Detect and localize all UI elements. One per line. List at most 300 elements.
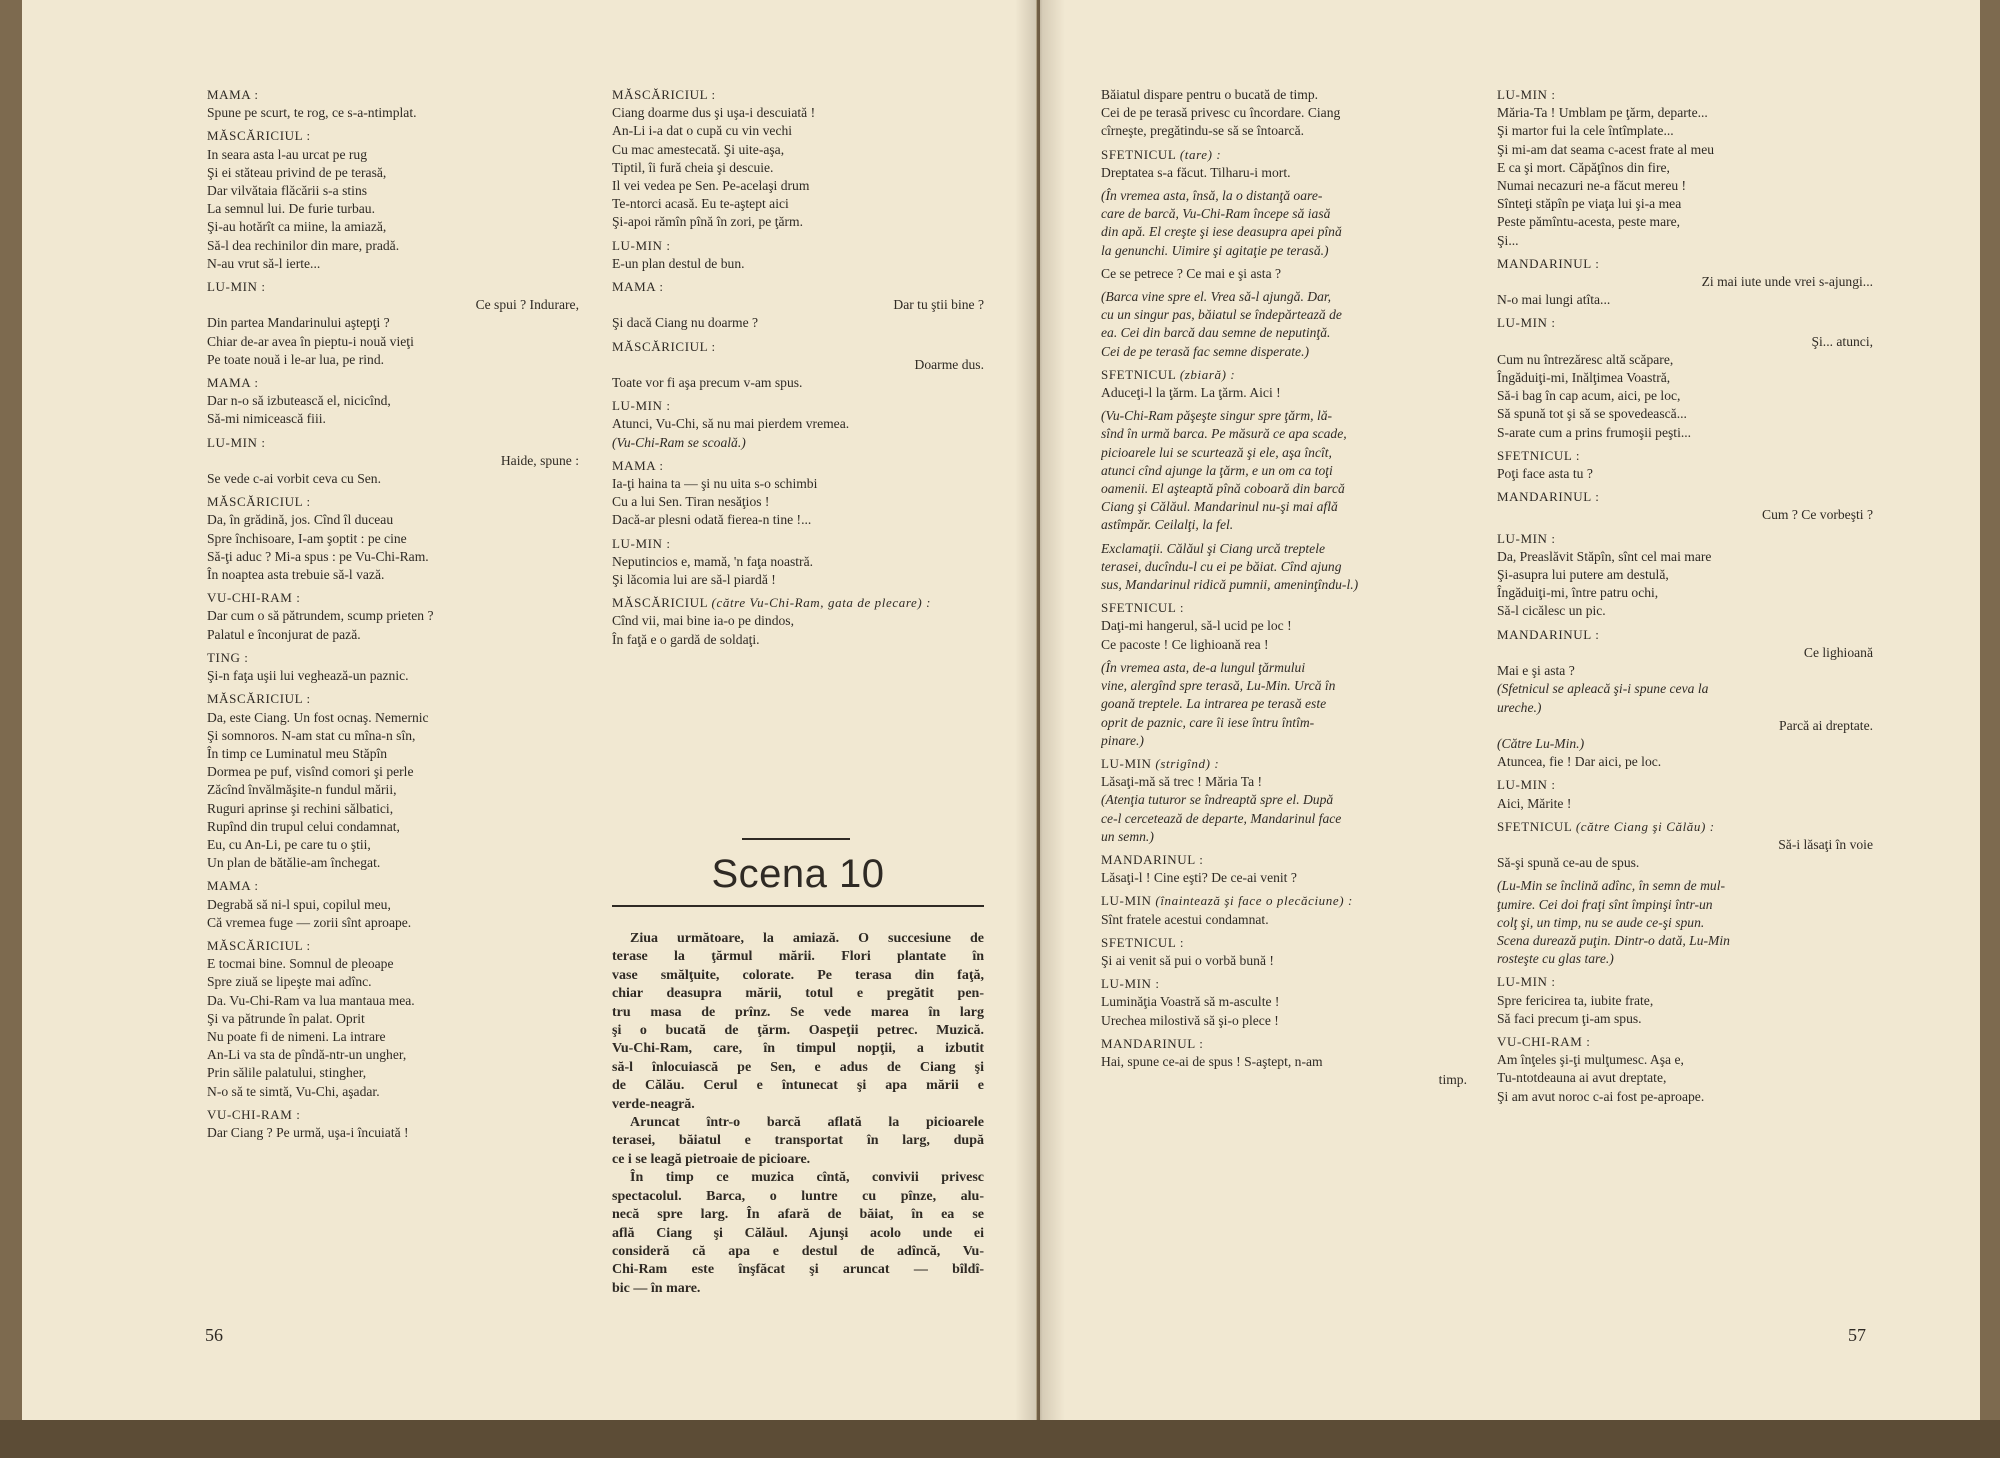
speaker-name: [1497, 626, 1873, 644]
verse-line: Dar vilvătaia flăcării s-a stins: [207, 183, 368, 199]
stage-direction-line: la genunchi. Uimire şi agitaţie pe terasă.): [1101, 242, 1329, 258]
verse-line: Să-ţi aduc ? Mi-a spus : pe Vu-Chi-Ram.: [207, 548, 429, 564]
verse-line: Spre ziuă se lipeşte mai adînc.: [207, 974, 372, 990]
verse-line: Şi somnoros. N-am stat cu mîna-n sîn,: [207, 727, 416, 743]
dialogue-block: [1101, 265, 1467, 283]
verse-line: La semnul lui. De furie turbau.: [207, 201, 375, 217]
dialogue-block: [612, 86, 984, 232]
verse-line: Atuncea, fie ! Dar aici, pe loc.: [1497, 754, 1662, 770]
stage-text-line: Cei de pe terasă privesc cu încordare. Ciang: [1101, 105, 1341, 121]
dialogue-block: [1101, 975, 1467, 1030]
right-column-1: [1101, 86, 1467, 1094]
page-number-left: 56: [205, 1325, 223, 1345]
speaker-name: [1497, 314, 1873, 332]
speaker-label: MANDARINUL :: [1101, 851, 1204, 867]
verse-line: Să-l cicălesc un pic.: [1497, 603, 1606, 619]
verse-line: Şi-n faţa uşii lui veghează-un paznic.: [207, 668, 409, 684]
verse-line: Cu mac amestecată. Şi uite-aşa,: [612, 141, 785, 157]
speaker-name: [207, 434, 579, 452]
verse-line: Eu, cu An-Li, pe care tu o ştii,: [207, 836, 371, 852]
verse-line: Cu a lui Sen. Tiran nesăţios !: [612, 494, 770, 510]
verse-line: Lăsaţi-mă să trec ! Măria Ta !: [1101, 774, 1263, 790]
speaker-name: [207, 374, 579, 392]
dialogue-block: [612, 594, 984, 649]
scene-rule-bottom: [612, 905, 984, 907]
speaker-name: [1497, 818, 1873, 836]
stage-direction-line: (Vu-Chi-Ram păşeşte singur spre ţărm, lă-: [1101, 408, 1333, 424]
speaker-name: [207, 127, 579, 145]
scene-description-line: să-l înlocuiască pe Sen, e adus de Ciang şi: [612, 1059, 984, 1075]
speaker-label: SFETNICUL :: [1101, 600, 1185, 616]
speaker-label: LU-MIN :: [612, 535, 671, 551]
verse-line: Dormea pe puf, visînd comori şi perle: [207, 764, 414, 780]
speaker-label: LU-MIN: [1101, 893, 1152, 909]
verse-line: Da, este Ciang. Un fost ocnaş. Nemernic: [207, 709, 429, 725]
scene-description-line: ce i se leagă pietroaie de picioare.: [612, 1151, 811, 1167]
speaker-label: MĂSCĂRICIUL :: [207, 494, 311, 510]
dialogue-block: [207, 86, 579, 122]
stage-direction-line: (Atenţia tuturor se îndreaptă spre el. După: [1101, 792, 1334, 808]
dialogue-block: [1497, 776, 1873, 812]
book-edge: [0, 1420, 2000, 1458]
stage-direction-line: cu un singur pas, băiatul se îndepărtează de: [1101, 307, 1342, 323]
verse-line: Cum nu întrezăresc altă scăpare,: [1497, 351, 1674, 367]
verse-line: Degrabă să ni-l spui, copilul meu,: [207, 896, 391, 912]
speaker-name: [612, 535, 984, 553]
stage-direction-line: care de barcă, Vu-Chi-Ram începe să iasă: [1101, 206, 1331, 222]
speaker-label: MĂSCĂRICIUL :: [612, 338, 716, 354]
scene-rule-top: [742, 838, 850, 840]
speaker-name: [207, 649, 579, 667]
verse-line-continued: Haide, spune :: [500, 452, 579, 468]
stage-direction-line: pinare.): [1101, 732, 1144, 748]
verse-line: Am înţeles şi-ţi mulţumesc. Aşa e,: [1497, 1052, 1684, 1068]
verse-line: Şi va pătrunde în palat. Oprit: [207, 1010, 365, 1026]
stage-direction-line: (În vremea asta, de-a lungul ţărmului: [1101, 659, 1306, 675]
speaker-label: VU-CHI-RAM :: [207, 1106, 301, 1122]
dialogue-block: [1497, 973, 1873, 1028]
verse-line: Îngăduiţi-mi, între patru ochi,: [1497, 585, 1659, 601]
verse-line: E-un plan destul de bun.: [612, 255, 745, 271]
stage-direction-line: colţ şi, un timp, nu se aude ce-şi spun.: [1497, 914, 1705, 930]
verse-line: Spune pe scurt, te rog, ce s-a-ntimplat.: [207, 105, 417, 121]
speaker-label: MANDARINUL :: [1101, 1035, 1204, 1051]
speaker-label: MĂSCĂRICIUL :: [207, 128, 311, 144]
dialogue-block: [1101, 659, 1467, 750]
verse-line: Şi-au hotărît ca miine, la amiază,: [207, 219, 387, 235]
speaker-label: MANDARINUL :: [1497, 626, 1600, 642]
speaker-label: MAMA :: [207, 87, 259, 102]
verse-line: Sînt fratele acestui condamnat.: [1101, 911, 1269, 927]
verse-line: Daţi-mi hangerul, să-l ucid pe loc !: [1101, 618, 1292, 634]
speaker-stage-direction: (strigînd) :: [1155, 755, 1220, 771]
verse-line: Ia-ţi haina ta — şi nu uita s-o schimbi: [612, 476, 818, 492]
stage-text-line: cîrneşte, pregătindu-se să se întoarcă.: [1101, 123, 1305, 139]
speaker-label: MĂSCĂRICIUL :: [207, 691, 311, 707]
dialogue-block: [207, 1106, 579, 1142]
dialogue-block: [612, 237, 984, 273]
speaker-label: LU-MIN :: [1497, 315, 1556, 331]
speaker-name: [612, 86, 984, 104]
verse-line: Şi dacă Ciang nu doarme ?: [612, 315, 759, 331]
dialogue-block: [1101, 366, 1467, 402]
speaker-label: LU-MIN :: [207, 434, 266, 450]
speaker-name: [207, 278, 579, 296]
speaker-name: [612, 338, 984, 356]
verse-line: Dar n-o să izbutească el, nicicînd,: [207, 393, 391, 409]
verse-line: Şi-asupra lui putere am destulă,: [1497, 567, 1669, 583]
verse-line: Dacă-ar plesni odată fierea-n tine !...: [612, 512, 812, 528]
dialogue-block: [1497, 255, 1873, 310]
verse-line: Il vei vedea pe Sen. Pe-acelaşi drum: [612, 178, 810, 194]
dialogue-block: [1101, 934, 1467, 970]
scene-description-line: Chi-Ram este înşfăcat şi aruncat — bîldî-: [612, 1262, 984, 1278]
stage-direction-line: Scena durează puţin. Dintr-o dată, Lu-Min: [1497, 932, 1730, 948]
stage-direction-line: ureche.): [1497, 699, 1542, 715]
stage-direction-line: (Lu-Min se înclină adînc, în semn de mul-: [1497, 878, 1726, 894]
scene-description-line: de Călău. Cerul e întunecat şi apa mării e: [612, 1078, 984, 1094]
speaker-label: LU-MIN :: [207, 279, 266, 295]
scene-description-line: verde-neagră.: [612, 1096, 695, 1112]
speaker-label: MĂSCĂRICIUL :: [612, 87, 716, 102]
stage-direction-line: rosteşte cu glas tare.): [1497, 951, 1614, 967]
speaker-label: MĂSCĂRICIUL :: [207, 937, 311, 953]
verse-line: Zăcînd învălmăşite-n fundul mării,: [207, 782, 397, 798]
verse-line: Neputincios e, mamă, 'n faţa noastră.: [612, 553, 813, 569]
verse-line: Tu-ntotdeauna ai avut dreptate,: [1497, 1070, 1667, 1086]
speaker-name: [1497, 1033, 1873, 1051]
stage-direction-line: ce-l cercetează de departe, Mandarinul face: [1101, 810, 1342, 826]
scene-description: [612, 930, 984, 1298]
verse-line: Să spună tot şi să se spovedească...: [1497, 406, 1687, 422]
dialogue-block: [1101, 288, 1467, 361]
scene-description-line: necă spre larg. În afară de băiat, în ea se: [612, 1207, 984, 1223]
speaker-label: LU-MIN :: [612, 398, 671, 414]
verse-line-continued: timp.: [1438, 1072, 1467, 1088]
stage-direction-line: un semn.): [1101, 828, 1154, 844]
scene-description-line: terase la ţărmul mării. Flori plantate în: [612, 949, 984, 965]
dialogue-block: [207, 690, 579, 872]
verse-line-continued: Şi... atunci,: [1811, 333, 1873, 349]
dialogue-block: [612, 397, 984, 452]
dialogue-block: [612, 457, 984, 530]
speaker-name: [1497, 488, 1873, 506]
speaker-name: [207, 86, 579, 104]
verse-line: Ruguri aprinse şi rechini sălbatici,: [207, 800, 394, 816]
dialogue-block: [1497, 626, 1873, 772]
scene-description-line: chiar deasupra mării, totul e pregătit pen-: [612, 986, 984, 1002]
speaker-label: LU-MIN :: [612, 237, 671, 253]
speaker-name: [1101, 934, 1467, 952]
verse-line: Mai e şi asta ?: [1497, 663, 1575, 679]
speaker-name: [207, 877, 579, 895]
verse-line: Poţi face asta tu ?: [1497, 466, 1593, 482]
dialogue-block: [207, 937, 579, 1101]
verse-line: Să-i bag în cap acum, aici, pe loc,: [1497, 388, 1681, 404]
speaker-name: [1101, 1035, 1467, 1053]
dialogue-block: [207, 374, 579, 429]
stage-direction-line: terasei, ducîndu-l cu ei pe băiat. Cînd ajung: [1101, 558, 1342, 574]
verse-line: Prin sălile palatului, stingher,: [207, 1065, 367, 1081]
verse-line: Dar Ciang ? Pe urmă, uşa-i încuiată !: [207, 1124, 409, 1140]
speaker-label: MAMA :: [207, 375, 259, 391]
verse-line-continued: Zi mai iute unde vrei s-ajungi...: [1701, 274, 1873, 290]
stage-direction-line: atunci cînd ajunge la ţărm, e un om ca toţi: [1101, 462, 1333, 478]
verse-line: Spre fericirea ta, iubite frate,: [1497, 992, 1654, 1008]
dialogue-block: [1101, 599, 1467, 654]
scene-description-line: Ziua următoare, la amiază. O succesiune de: [630, 931, 984, 946]
verse-line-continued: Ce spui ? Indurare,: [475, 297, 579, 313]
dialogue-block: [207, 589, 579, 644]
book-gutter: [1015, 0, 1065, 1440]
verse-line: Ce se petrece ? Ce mai e şi asta ?: [1101, 265, 1282, 281]
speaker-name: [1101, 892, 1467, 910]
speaker-name: [207, 937, 579, 955]
stage-direction-line: (Barca vine spre el. Vrea să-l ajungă. Dar,: [1101, 289, 1332, 305]
scene-description-line: află Ciang şi Călăul. Ajunşi acolo unde ei: [612, 1225, 984, 1241]
speaker-name: [1101, 975, 1467, 993]
dialogue-block: [1497, 1033, 1873, 1106]
speaker-name: [1497, 973, 1873, 991]
scene-description-line: Vu-Chi-Ram, care, în timpul nopţii, a izbutit: [612, 1041, 984, 1057]
speaker-name: [612, 237, 984, 255]
stage-direction-line: vine, alergînd spre terasă, Lu-Min. Urcă în: [1101, 678, 1336, 694]
speaker-name: [1101, 755, 1467, 773]
verse-line: Chiar de-ar avea în pieptu-i nouă vieţi: [207, 333, 414, 349]
speaker-label: MANDARINUL :: [1497, 255, 1600, 271]
speaker-label: LU-MIN :: [1101, 976, 1160, 992]
verse-line: Un plan de bătălie-am închegat.: [207, 855, 381, 871]
dialogue-block: [207, 649, 579, 685]
verse-line: Da. Vu-Chi-Ram va lua mantaua mea.: [207, 992, 415, 1008]
dialogue-block: [1497, 488, 1873, 524]
scene-description-line: bic — în mare.: [612, 1280, 701, 1296]
dialogue-block: [207, 127, 579, 273]
verse-line: În timp ce Luminatul meu Stăpîn: [207, 745, 388, 761]
speaker-label: SFETNICUL: [1497, 818, 1572, 834]
verse-line: N-o să te simtă, Vu-Chi, aşadar.: [207, 1083, 380, 1099]
scene-description-line: vase smălţuite, colorate. Pe terasa din faţă,: [612, 967, 984, 983]
dialogue-block: [207, 434, 579, 489]
verse-line: Ce pacoste ! Ce lighioană rea !: [1101, 636, 1269, 652]
speaker-name: [1497, 776, 1873, 794]
speaker-stage-direction: (către Vu-Chi-Ram, gata de plecare) :: [711, 595, 932, 611]
speaker-name: [207, 589, 579, 607]
verse-line: N-o mai lungi atîta...: [1497, 292, 1611, 308]
speaker-label: MANDARINUL :: [1497, 489, 1600, 505]
verse-line-continued: Doarme dus.: [914, 356, 984, 372]
scene-description-line: consideră că apa e destul de adîncă, Vu-: [612, 1243, 984, 1259]
stage-direction-line: (Către Lu-Min.): [1497, 735, 1585, 751]
verse-line: Cînd vii, mai bine ia-o pe dindos,: [612, 613, 794, 629]
stage-direction-line: din apă. El creşte şi iese deasupra apei pînă: [1101, 224, 1342, 240]
dialogue-block: [1101, 187, 1467, 260]
verse-line: Ciang doarme dus şi uşa-i descuiată !: [612, 105, 816, 121]
verse-line: Palatul e înconjurat de pază.: [207, 626, 361, 642]
verse-line: Luminăţia Voastră să m-asculte !: [1101, 994, 1280, 1010]
verse-line: Că vremea fuge — zorii sînt aproape.: [207, 914, 412, 930]
verse-line: Sînteţi stăpîn pe viaţa lui şi-a mea: [1497, 196, 1682, 212]
speaker-label: VU-CHI-RAM :: [1497, 1033, 1591, 1049]
dialogue-block: [612, 278, 984, 333]
dialogue-block: [1101, 755, 1467, 846]
verse-line: Se vede c-ai vorbit ceva cu Sen.: [207, 471, 382, 487]
speaker-name: [207, 1106, 579, 1124]
scene-title: Scena 10: [711, 852, 885, 896]
verse-line: Peste pămîntu-acesta, peste mare,: [1497, 214, 1681, 230]
verse-line: În noaptea asta trebuie să-l vază.: [207, 567, 385, 583]
verse-line: Îngăduiţi-mi, Inălţimea Voastră,: [1497, 370, 1671, 386]
dialogue-block: [1497, 877, 1873, 968]
stage-direction-line: sînd în urmă barca. Pe măsură ce apa scade,: [1101, 426, 1347, 442]
page-number-right: 57: [1848, 1325, 1866, 1345]
stage-direction-line: Ciang şi Călăul. Mandarinul nu-şi mai află: [1101, 499, 1338, 515]
verse-line: Nu poate fi de nimeni. La intrare: [207, 1028, 386, 1044]
verse-line-continued: Parcă ai dreptate.: [1779, 717, 1873, 733]
dialogue-block: [207, 877, 579, 932]
verse-line: Aici, Mărite !: [1497, 795, 1572, 811]
verse-line: Să faci precum ţi-am spus.: [1497, 1010, 1642, 1026]
verse-line: Şi-apoi rămîn pînă în zori, pe ţărm.: [612, 214, 804, 230]
stage-direction-line: picioarele lui se scurtează şi ele, aşa încît,: [1101, 444, 1332, 460]
verse-line: Şi martor fui la cele întîmplate...: [1497, 123, 1674, 139]
verse-line: Rupînd din trupul celui condamnat,: [207, 818, 400, 834]
speaker-stage-direction: (zbiară) :: [1179, 366, 1236, 382]
speaker-label: MAMA :: [612, 279, 664, 295]
verse-line: Să-mi nimicească fiii.: [207, 411, 326, 427]
verse-line: Da, Preaslăvit Stăpîn, sînt cel mai mare: [1497, 548, 1712, 564]
stage-direction-line: ea. Cei din barcă dau semne de neputinţă.: [1101, 325, 1331, 341]
verse-line: S-arate cum a prins frumoşii peşti...: [1497, 424, 1692, 440]
speaker-name: [1497, 255, 1873, 273]
verse-line: Să-şi spună ce-au de spus.: [1497, 855, 1640, 871]
verse-line: Aduceţi-l la ţărm. La ţărm. Aici !: [1101, 385, 1281, 401]
verse-line: E ca şi mort. Căpăţînos din fire,: [1497, 159, 1670, 175]
verse-line: În faţă e o gardă de soldaţi.: [612, 631, 760, 647]
stage-direction-line: oamenii. El aşteaptă pînă coboară din barcă: [1101, 481, 1345, 497]
speaker-name: [1101, 599, 1467, 617]
verse-line-continued: Cum ? Ce vorbeşti ?: [1762, 507, 1873, 523]
speaker-stage-direction: (tare) :: [1179, 146, 1222, 162]
left-column-1: [207, 86, 579, 1147]
dialogue-block: [1101, 86, 1467, 141]
stage-direction-line: (Vu-Chi-Ram se scoală.): [612, 434, 746, 450]
stage-direction-line: Cei de pe terasă fac semne disperate.): [1101, 343, 1310, 359]
verse-line: Din partea Mandarinului aştepţi ?: [207, 315, 390, 331]
stage-direction-line: sus, Mandarinul ridică pumnii, ameninţîndu-l.): [1101, 577, 1359, 593]
verse-line: N-au vrut să-l ierte...: [207, 255, 321, 271]
dialogue-block: [1101, 851, 1467, 887]
verse-line: Da, în grădină, jos. Cînd îl duceau: [207, 512, 394, 528]
verse-line: Toate vor fi aşa precum v-am spus.: [612, 375, 803, 391]
dialogue-block: [1101, 407, 1467, 534]
verse-line: Să-l dea rechinilor din mare, pradă.: [207, 237, 400, 253]
speaker-label: MĂSCĂRICIUL: [612, 595, 708, 611]
stage-direction-line: oprit de paznic, care îi iese întru întîm-: [1101, 714, 1315, 730]
verse-line: Şi lăcomia lui are să-l piardă !: [612, 572, 776, 588]
speaker-name: [1497, 530, 1873, 548]
speaker-name: [1497, 447, 1873, 465]
speaker-name: [612, 278, 984, 296]
scene-description-line: terasei, băiatul e transportat în larg, după: [612, 1133, 984, 1149]
verse-line: Lăsaţi-l ! Cine eşti? De ce-ai venit ?: [1101, 870, 1297, 886]
verse-line: Atunci, Vu-Chi, să nu mai pierdem vremea.: [612, 416, 850, 432]
stage-direction-line: Exclamaţii. Călăul şi Ciang urcă treptele: [1101, 540, 1326, 556]
dialogue-block: [1101, 540, 1467, 595]
dialogue-block: [1101, 1035, 1467, 1090]
verse-line: Te-ntorci acasă. Eu te-aştept aici: [612, 196, 789, 212]
verse-line-continued: Ce lighioană: [1803, 644, 1873, 660]
speaker-label: LU-MIN :: [1497, 974, 1556, 990]
speaker-name: [612, 457, 984, 475]
speaker-label: TING :: [207, 649, 249, 665]
verse-line: Numai necazuri ne-a făcut mereu !: [1497, 178, 1687, 194]
verse-line: Şi mi-am dat seama c-acest frate al meu: [1497, 141, 1715, 157]
speaker-label: MAMA :: [612, 457, 664, 473]
verse-line: Şi...: [1497, 232, 1519, 248]
dialogue-block: [1497, 818, 1873, 873]
stage-direction-line: (Sfetnicul se apleacă şi-i spune ceva la: [1497, 681, 1709, 697]
speaker-name: [612, 397, 984, 415]
speaker-stage-direction: (către Ciang şi Călău) :: [1575, 818, 1715, 834]
dialogue-block: [1497, 86, 1873, 250]
stage-direction-line: (În vremea asta, însă, la o distanţă oare-: [1101, 188, 1323, 204]
dialogue-block: [207, 493, 579, 584]
verse-line: Hai, spune ce-ai de spus ! S-aştept, n-am: [1101, 1053, 1323, 1069]
speaker-label: SFETNICUL: [1101, 366, 1176, 382]
dialogue-block: [612, 338, 984, 393]
dialogue-block: [207, 278, 579, 369]
verse-line: An-Li va sta de pîndă-ntr-un ungher,: [207, 1047, 407, 1063]
stage-direction-line: goană treptele. La intrarea pe terasă este: [1101, 696, 1327, 712]
speaker-label: SFETNICUL :: [1497, 447, 1581, 463]
scene-description-line: spectacolul. Barca, o luntre cu pînze, alu-: [612, 1188, 984, 1204]
verse-line: Măria-Ta ! Umblam pe ţărm, departe...: [1497, 105, 1708, 121]
verse-line: Şi ei stăteau privind de pe terasă,: [207, 164, 387, 180]
right-column-2: [1497, 86, 1873, 1111]
dialogue-block: [1497, 447, 1873, 483]
speaker-label: LU-MIN :: [1497, 87, 1556, 102]
speaker-label: SFETNICUL: [1101, 146, 1176, 162]
verse-line: Spre închisoare, I-am şoptit : pe cine: [207, 530, 407, 546]
speaker-label: MAMA :: [207, 878, 259, 894]
verse-line: Dar cum o să pătrundem, scump prieten ?: [207, 608, 434, 624]
scene-description-line: şi o bucată de ţărm. Oaspeţii petrec. Muzică.: [612, 1023, 984, 1039]
dialogue-block: [1497, 530, 1873, 621]
speaker-label: LU-MIN :: [1497, 777, 1556, 793]
verse-line: Pe toate nouă i le-ar lua, pe rind.: [207, 351, 385, 367]
scene-description-line: tru masa de prînz. Se vede marea în larg: [612, 1004, 984, 1020]
verse-line: Tiptil, îi fură cheia şi descuie.: [612, 159, 774, 175]
speaker-label: VU-CHI-RAM :: [207, 590, 301, 606]
speaker-name: [612, 594, 984, 612]
stage-direction-line: astîmpăr. Ceilalţi, la fel.: [1101, 517, 1234, 533]
verse-line: In seara asta l-au urcat pe rug: [207, 146, 368, 162]
dialogue-block: [1101, 892, 1467, 928]
verse-line: Urechea milostivă să şi-o plece !: [1101, 1012, 1279, 1028]
left-column-2: [612, 86, 984, 654]
verse-line: Şi ai venit să pui o vorbă bună !: [1101, 952, 1274, 968]
stage-direction-line: ţumire. Cei doi fraţi sînt împinşi într-un: [1497, 896, 1713, 912]
dialogue-block: [612, 535, 984, 590]
dialogue-block: [1101, 146, 1467, 182]
scene-description-line: În timp ce muzica cîntă, convivii privesc: [630, 1170, 984, 1186]
speaker-name: [1497, 86, 1873, 104]
stage-text-line: Băiatul dispare pentru o bucată de timp.: [1101, 87, 1319, 102]
speaker-label: LU-MIN: [1101, 755, 1152, 771]
speaker-name: [1101, 366, 1467, 384]
verse-line: E tocmai bine. Somnul de pleoape: [207, 956, 394, 972]
